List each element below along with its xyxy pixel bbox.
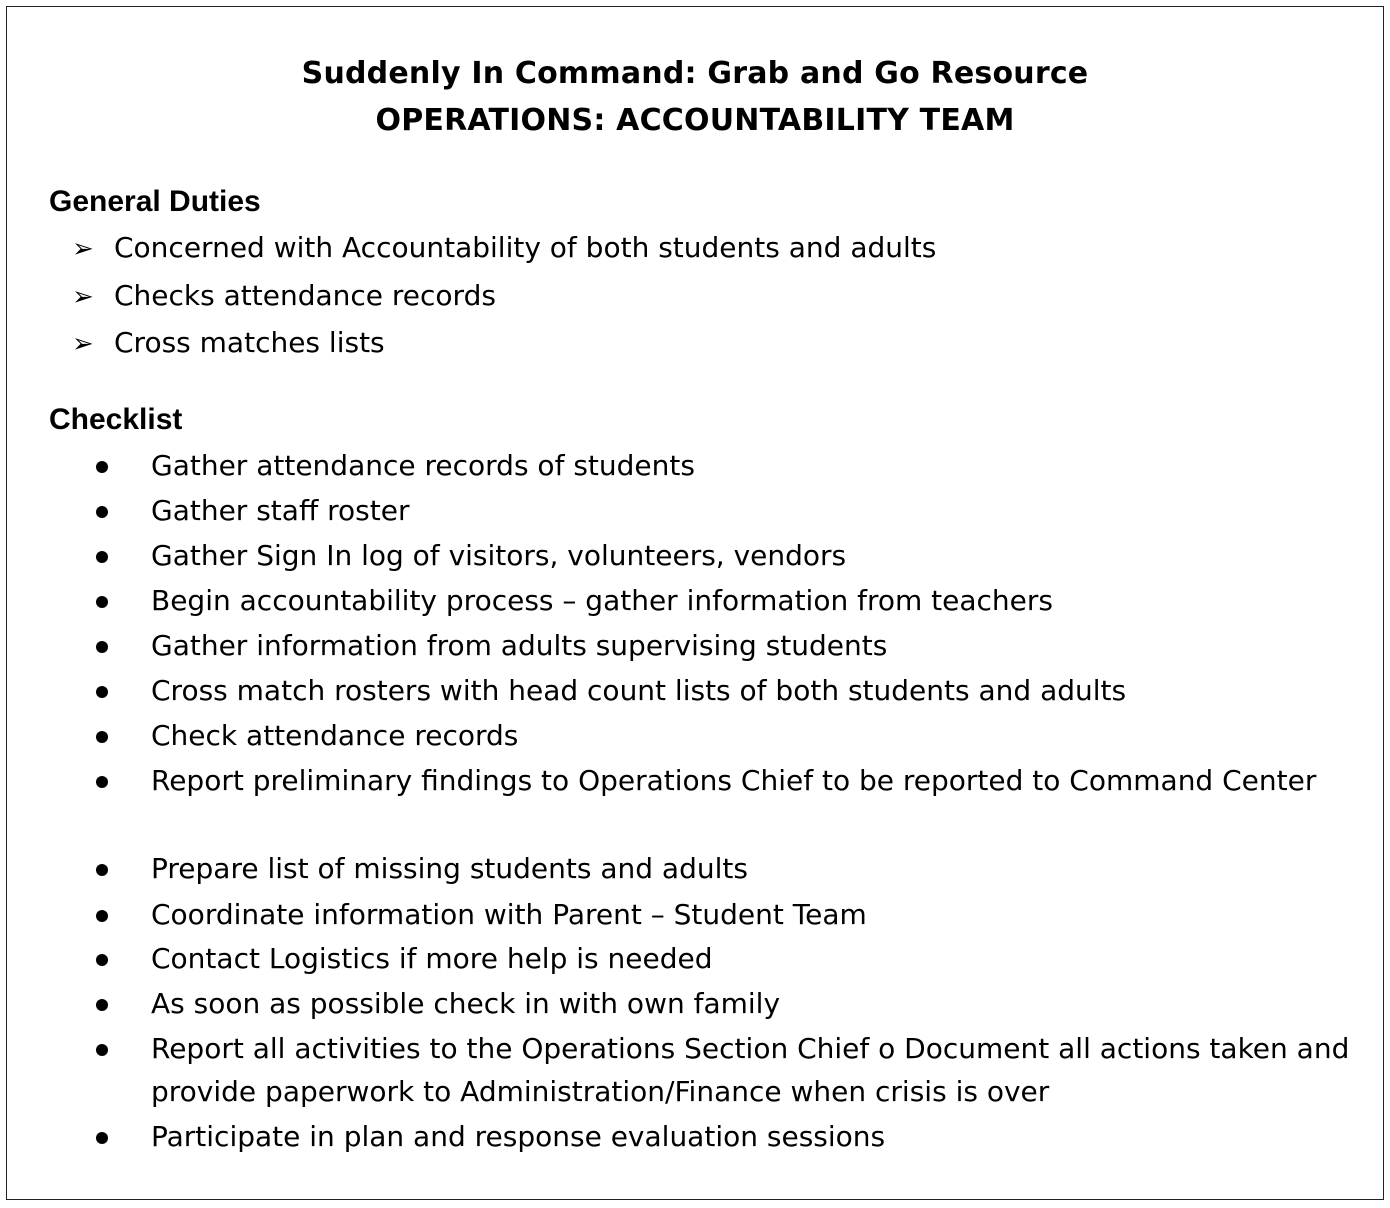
round-bullet-icon xyxy=(96,641,108,653)
checklist-item xyxy=(96,489,1356,532)
checklist-item xyxy=(96,1027,1356,1113)
checklist-item-text: As soon as possible check in with own family xyxy=(151,987,781,1020)
round-bullet-icon xyxy=(96,999,108,1011)
checklist-item xyxy=(96,937,1356,980)
duty-item xyxy=(72,279,496,314)
duty-item-text: Concerned with Accountability of both students and adults xyxy=(114,231,937,264)
round-bullet-icon xyxy=(96,1044,108,1056)
checklist-item xyxy=(96,444,1356,487)
round-bullet-icon xyxy=(96,506,108,518)
checklist-item-text: Gather information from adults supervising students xyxy=(151,629,888,662)
round-bullet-icon xyxy=(96,954,108,966)
checklist-item-text: Gather Sign In log of visitors, volunteers, vendors xyxy=(151,539,847,572)
checklist-item xyxy=(96,847,1356,890)
checklist-item xyxy=(96,893,1356,936)
checklist-item-text: Check attendance records xyxy=(151,719,519,752)
checklist-item-text: Begin accountability process – gather information from teachers xyxy=(151,584,1053,617)
checklist-item-text: Report all activities to the Operations Section Chief o Document all actions taken and provide paperwork to Administration/Finance when crisis is over xyxy=(151,1032,1350,1108)
round-bullet-icon xyxy=(96,776,108,788)
general-duties-heading: General Duties xyxy=(49,185,261,218)
checklist-item-text: Cross match rosters with head count lists of both students and adults xyxy=(151,674,1127,707)
checklist-item xyxy=(96,624,1356,667)
duty-item-text: Cross matches lists xyxy=(114,326,385,359)
checklist-item xyxy=(96,579,1356,622)
checklist-item xyxy=(96,982,1356,1025)
checklist-item-text: Coordinate information with Parent – Student Team xyxy=(151,898,867,931)
round-bullet-icon xyxy=(96,910,108,922)
checklist-item xyxy=(96,759,1356,802)
duty-item xyxy=(72,231,936,266)
document-subtitle: OPERATIONS: ACCOUNTABILITY TEAM xyxy=(375,103,1015,138)
checklist-item-text: Gather attendance records of students xyxy=(151,449,695,482)
checklist-item xyxy=(96,534,1356,577)
checklist-item-text: Participate in plan and response evaluation sessions xyxy=(151,1120,886,1153)
checklist-item xyxy=(96,669,1356,712)
duty-item xyxy=(72,326,385,361)
checklist-item-text: Prepare list of missing students and adults xyxy=(151,852,748,885)
round-bullet-icon xyxy=(96,686,108,698)
round-bullet-icon xyxy=(96,461,108,473)
round-bullet-icon xyxy=(96,864,108,876)
checklist-item xyxy=(96,1115,1356,1158)
arrow-bullet-icon: ➢ xyxy=(72,329,94,359)
round-bullet-icon xyxy=(96,551,108,563)
round-bullet-icon xyxy=(96,1132,108,1144)
checklist-item-text: Report preliminary findings to Operations Chief to be reported to Command Center xyxy=(151,764,1317,797)
checklist-item-text: Contact Logistics if more help is needed xyxy=(151,942,713,975)
round-bullet-icon xyxy=(96,596,108,608)
checklist-heading: Checklist xyxy=(49,403,183,436)
document-title: Suddenly In Command: Grab and Go Resource xyxy=(301,56,1089,91)
arrow-bullet-icon: ➢ xyxy=(72,234,94,264)
arrow-bullet-icon: ➢ xyxy=(72,282,94,312)
duty-item-text: Checks attendance records xyxy=(114,279,496,312)
round-bullet-icon xyxy=(96,731,108,743)
checklist-item xyxy=(96,714,1356,757)
checklist-item-text: Gather staff roster xyxy=(151,494,410,527)
